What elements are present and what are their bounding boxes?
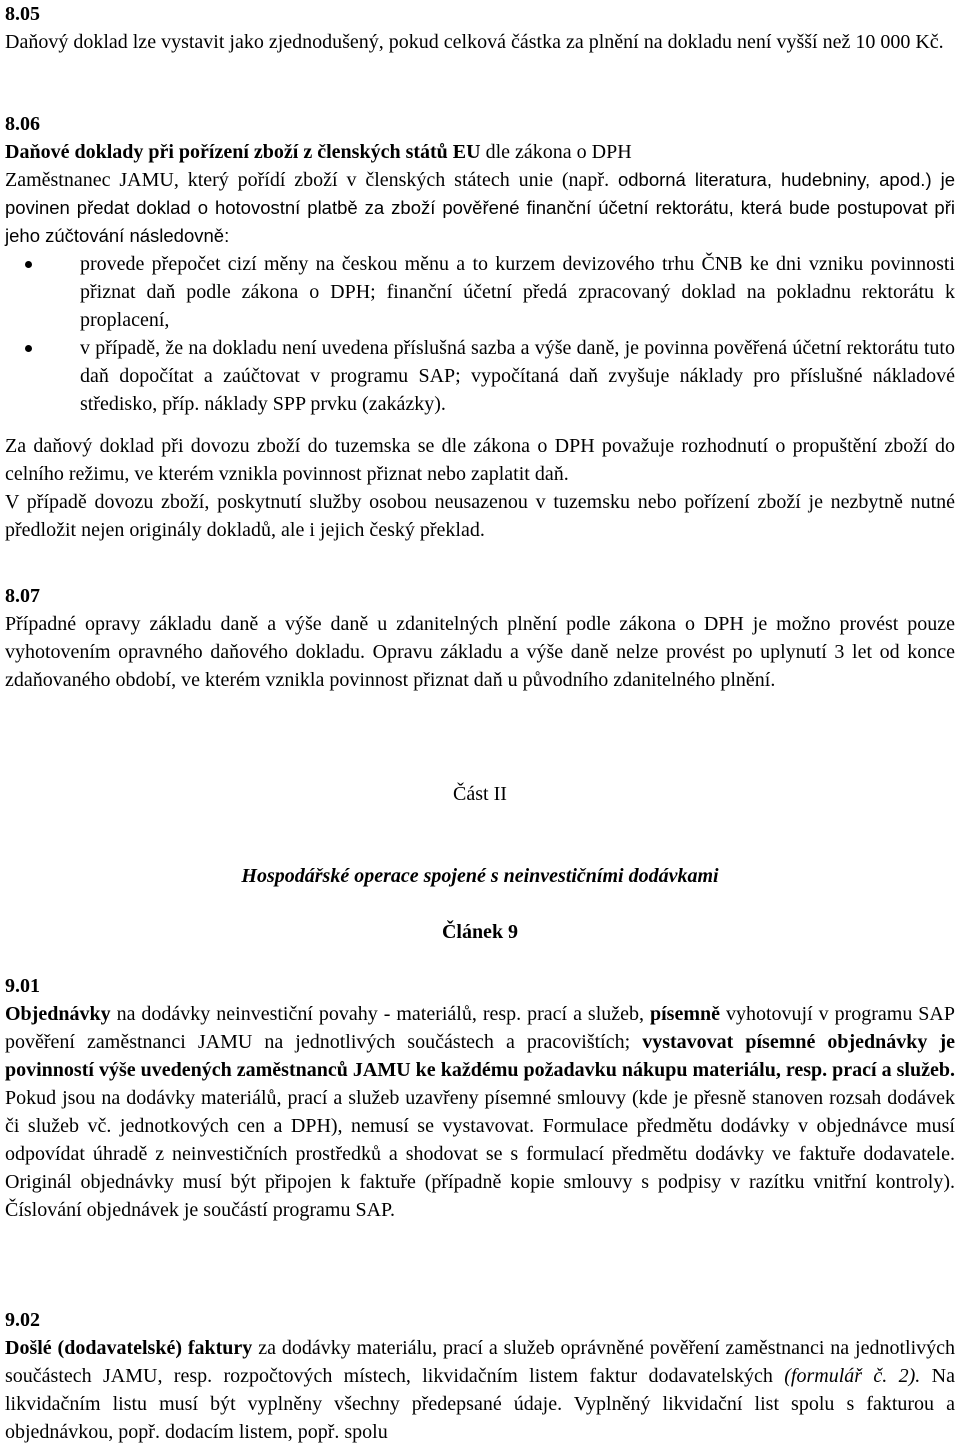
text-run-bold: Objednávky — [5, 1003, 111, 1025]
list-item: provede přepočet cizí měny na českou měnu a to kurzem devizového trhu ČNB ke dni vzniku povinnosti přiznat daň podle zákona o DPH; finanční účetní předá zpracovaný doklad na pokladnu rektorátu k proplacení, — [80, 250, 955, 334]
part-subtitle: Hospodářské operace spojené s neinvestičními dodávkami — [241, 865, 719, 887]
text-run: Pokud jsou na dodávky materiálů, prací a služeb uzavřeny písemné smlouvy (kde je přesně stanoven rozsah dodávek či služeb vč. jednotkových cen a DPH), nemusí se vystavovat. Formulace předmětu dodávky v objednávce musí odpovídat úhradě z neinvestičních prostředků a shodovat se s formulací předmětu dodávky ve faktuře dodavatele. Originál objednávky musí být připojen k faktuře (případně kopie smlouvy s podpisy v razítku vnitřní kontroly). Číslování objednávek je součástí programu SAP. — [5, 1087, 955, 1221]
section-9-01 — [5, 972, 955, 1224]
paragraph: V případě dovozu zboží, poskytnutí služby osobou neusazenou v tuzemsku nebo pořízení zboží je nezbytně nutné předložit nejen originály dokladů, ale i jejich český překlad. — [5, 491, 955, 541]
section-8-06 — [5, 110, 955, 544]
paragraph: Daňový doklad lze vystavit jako zjednodušený, pokud celková částka za plnění na dokladu není vyšší než 10 000 Kč. — [5, 31, 944, 53]
text-run: na dodávky neinvestiční povahy - materiálů, resp. prací a služeb, — [110, 1003, 650, 1025]
text-run: za dodávky materiálu, prací a služeb oprávněné pověření zaměstnanci na jednotlivých součástech JAMU, resp. rozpočtových místech, likvidačním listem faktur dodavatelských — [5, 1337, 956, 1387]
text-run-bold: vystavovat písemné objednávky je povinností výše uvedených zaměstnanců JAMU ke každému požadavku nákupu materiálu, resp. prací a služeb. — [5, 1031, 955, 1081]
bullet-list — [5, 250, 955, 418]
paragraph: Případné opravy základu daně a výše daně u zdanitelných plnění podle zákona o DPH je možno provést pouze vyhotovením opravného daňového dokladu. Opravu základu a výše daně nelze provést po uplynutí 3 let od konce zdaňovaného období, ve kterém vznikla povinnost přiznat daň u původního zdanitelného plnění. — [5, 613, 955, 691]
section-number: 9.01 — [5, 975, 40, 997]
section-number: 9.02 — [5, 1309, 40, 1331]
text-run-bold: písemně — [649, 1003, 720, 1025]
section-number: 8.07 — [5, 585, 40, 607]
paragraph: Za daňový doklad při dovozu zboží do tuzemska se dle zákona o DPH považuje rozhodnutí o propuštění zboží do celního režimu, ve kterém vznikla povinnost přiznat nebo zaplatit daň. — [5, 435, 955, 485]
list-item: v případě, že na dokladu není uvedena příslušná sazba a výše daně, je povinna pověřená účetní rektorátu tuto daň dopočítat a zaúčtovat v programu SAP; vypočítaná daň zvyšuje náklady pro příslušné nákladové středisko, příp. náklady SPP prvku (zakázky). — [80, 334, 955, 418]
paragraph — [5, 1334, 955, 1446]
paragraph — [5, 166, 955, 250]
part-title: Část II — [453, 783, 507, 805]
text-run-sans: ) je povinen předat doklad o hotovostní platbě za zboží pověřené finanční účetní rektorátu, která bude postupovat při jeho zúčtování následovně: — [5, 169, 956, 246]
heading-bold: Daňové doklady při pořízení zboží z členských států EU — [5, 141, 481, 163]
text-run: Zaměstnanec JAMU, který pořídí zboží v členských státech unie (např. — [5, 169, 618, 191]
text-run-bold: Došlé (dodavatelské) faktury — [5, 1337, 253, 1359]
text-run-italic: (formulář č. 2). — [784, 1365, 921, 1387]
article-title: Článek 9 — [441, 921, 519, 943]
text-run: Na likvidačním listu musí být vyplněny všechny předepsané údaje. Vyplněný likvidační list spolu s fakturou a objednávkou, popř. dodacím listem, popř. spolu — [5, 1365, 955, 1443]
section-8-05 — [5, 0, 955, 56]
section-8-07 — [5, 582, 955, 694]
text-run: vyhotovují v programu SAP pověření zaměstnanci JAMU na jednotlivých součástech a pracovištích; — [5, 1003, 955, 1053]
section-number: 8.06 — [5, 113, 40, 135]
text-run-sans: odborná literatura, hudebniny, apod. — [617, 169, 926, 190]
section-heading — [5, 138, 955, 166]
section-number: 8.05 — [5, 3, 40, 25]
paragraph — [5, 1000, 955, 1224]
section-9-02 — [5, 1306, 955, 1446]
heading-rest: dle zákona o DPH — [480, 141, 632, 163]
